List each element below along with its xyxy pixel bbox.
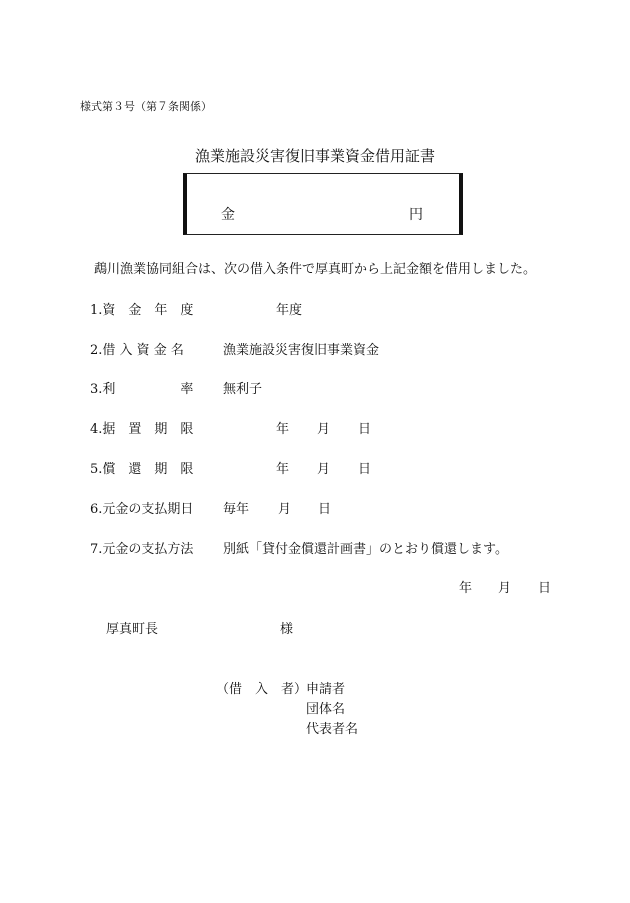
item-payment-date-day: 日 — [318, 502, 332, 517]
item-repayment-period-label: 5.償 還 期 限 — [90, 462, 194, 477]
intro-statement: 鵡川漁業協同組合は、次の借入条件で厚真町から上記金額を借用しました。 — [94, 262, 537, 277]
addressee-name: 厚真町長 — [106, 622, 159, 637]
item-fund-name-value: 漁業施設災害復旧事業資金 — [223, 343, 380, 358]
amount-kin-label: 金 — [221, 207, 235, 223]
form-number: 様式第３号（第７条関係） — [80, 100, 212, 113]
borrower-applicant: 申請者 — [306, 682, 346, 697]
item-fiscal-year-value: 年度 — [276, 303, 303, 318]
item-payment-date-label: 6.元金の支払期日 — [90, 502, 194, 517]
borrower-representative: 代表者名 — [306, 722, 359, 737]
item-repayment-period-day: 日 — [358, 462, 372, 477]
amount-yen-label: 円 — [409, 207, 423, 223]
item-fiscal-year-label: 1.資 金 年 度 — [90, 303, 194, 318]
item-fund-name-label: 2.借 入 資 金 名 — [90, 343, 184, 358]
item-payment-date-month: 月 — [278, 502, 292, 517]
item-interest-value: 無利子 — [223, 382, 263, 397]
item-payment-date-every-year: 毎年 — [223, 502, 250, 517]
item-grace-period-label: 4.据 置 期 限 — [90, 422, 194, 437]
item-repayment-period-month: 月 — [317, 462, 331, 477]
item-payment-method-value: 別紙「貸付金償還計画書」のとおり償還します。 — [223, 542, 508, 557]
item-grace-period-day: 日 — [358, 422, 372, 437]
signing-date-month: 月 — [498, 581, 512, 596]
signing-date-year: 年 — [459, 581, 473, 596]
item-payment-method-label: 7.元金の支払方法 — [90, 542, 194, 557]
document-title: 漁業施設災害復旧事業資金借用証書 — [194, 147, 435, 165]
item-repayment-period-year: 年 — [276, 462, 290, 477]
item-interest-label: 3.利 率 — [90, 382, 194, 397]
signing-date-day: 日 — [538, 581, 552, 596]
item-grace-period-year: 年 — [276, 422, 290, 437]
borrower-heading: （借 入 者） — [216, 682, 308, 697]
item-grace-period-month: 月 — [317, 422, 331, 437]
addressee-honorific: 様 — [280, 622, 294, 637]
amount-box — [183, 173, 463, 235]
borrower-organization: 団体名 — [306, 702, 346, 717]
